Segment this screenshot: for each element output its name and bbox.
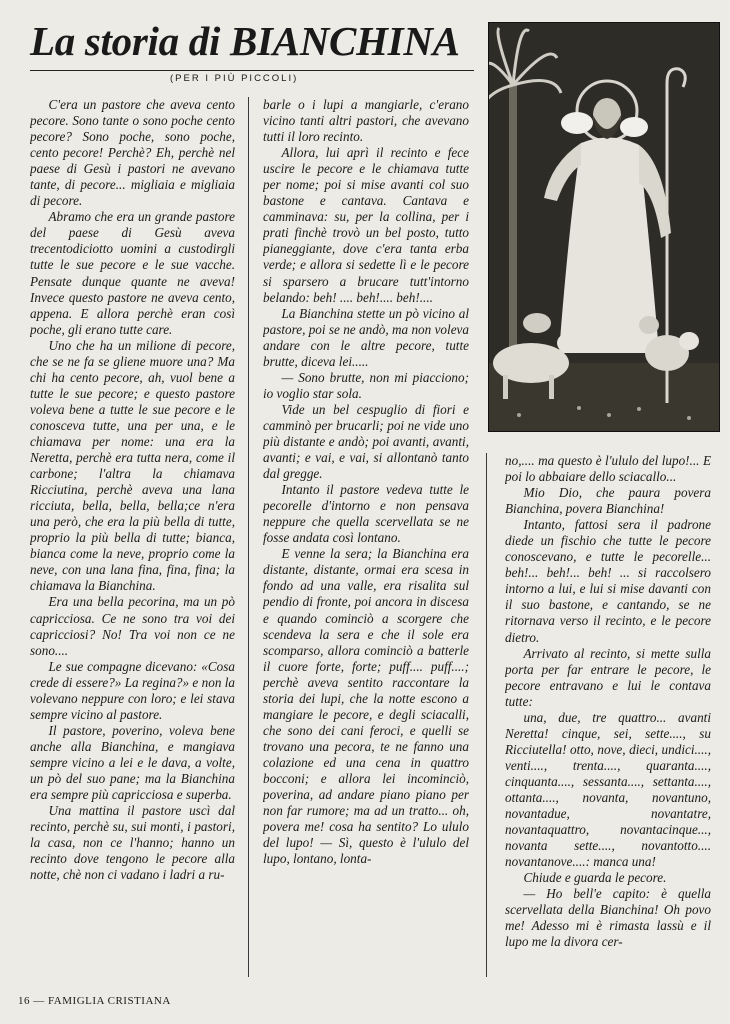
paragraph: Una mattina il pastore uscì dal recinto, perchè su, sui monti, i pastori, la casa, non ce l'hanno; hanno un recinto dove tengono le pecore alla notte, chè non ci vadano i ladri a ru- [30, 803, 235, 883]
paragraph: — Ho bell'e capito: è quella scervellata della Bianchina! Oh povo me! Adesso mi è rimasta lassù e il lupo me la divora cer- [505, 886, 711, 950]
column-divider [248, 97, 249, 977]
paragraph: Vide un bel cespuglio di fiori e camminò per brucarli; poi ne vide uno più distante e andò; poi avanti, avanti, avanti; e vai, e vai, si allontanò tanto dal gregge. [263, 401, 469, 482]
column-divider [486, 453, 487, 977]
paragraph: Uno che ha un milione di pecore, che se ne fa se gliene muore una? Ma chi ha cento pecore, ah, vuol bene a tutte le sue pecore; e questo pastore voleva bene a tutte le sue pecore e le conosceva tutte, una per una, e le chiamava per nome: una era la Neretta, perchè era tutta nera, come il carbone; l'altra la chiamava Ricciutina, perchè aveva una lana ricciuta, bella, bella, bella;ce n'era una però, che era la più bella di tutte, proprio la più bella di tutte; bianca, bianca come la neve, proprio come la neve, con una lana fina, fina, fina; la chiamava la Bianchina. [30, 337, 235, 594]
paragraph: barle o i lupi a mangiarle, c'erano vicino tanti altri pastori, che avevano tutti il loro recinto. [263, 97, 469, 145]
paragraph: Allora, lui aprì il recinto e fece uscire le pecore e le chiamava tutte per nome; poi si mise avanti col suo bastone e cantava. Cantava e camminava: su, per la collina, per i prati finchè trovò un bel posto, tutto pianeggiante, dove c'era tanta erba verde; e allora si sedette lì e le pecore si sparsero a brucare tutt'intorno belando: beh! .... beh!.... beh!.... [263, 145, 469, 305]
paragraph: Mio Dio, che paura povera Bianchina, povera Bianchina! [505, 485, 711, 517]
paragraph: Le sue compagne dicevano: «Cosa crede di essere?» La regina?» e non la volevano neppure con loro; e lei stava sempre vicino al pastore. [30, 658, 235, 722]
paragraph: Il pastore, poverino, voleva bene anche alla Bianchina, e mangiava sempre vicino a lei e le dava, a volte, un pò del suo pane; ma la Bianchina era sempre più capricciosa e superba. [30, 722, 235, 803]
paragraph: — Sono brutte, non mi piacciono; io voglio star sola. [263, 369, 469, 401]
paragraph: La Bianchina stette un pò vicino al pastore, poi se ne andò, ma non voleva andare con le altre pecore, tutte brutte, diceva lei..... [263, 305, 469, 369]
text-column-3 [505, 453, 711, 981]
article-title: La storia di BIANCHINA [30, 18, 460, 64]
text-column-2 [263, 97, 469, 981]
paragraph: Intanto, fattosi sera il padrone diede un fischio che tutte le pecore conoscevano, e tutte le pecorelle... beh!... beh!... beh! ... si raccolsero intorno a lui, e lui si mise davanti con il suo bastone, e cantando, se ne ritornava verso il recinto, e le pecore dietro. [505, 517, 711, 645]
text-column-1 [30, 97, 235, 981]
paragraph: Chiude e guarda le pecore. [523, 870, 667, 886]
good-shepherd-illustration [488, 22, 720, 432]
paragraph: E venne la sera; la Bianchina era distante, distante, ormai era scesa in fondo ad una valle, era risalita sul pendio di fronte, poi ancora in discesa e quando cominciò a scorgere che scendeva la sera e che il sole era scomparso, allora cominciò a batterle il cuore forte, forte; puff.... puff....; perchè aveva sentito raccontare la storia dei lupi, che la notte escono a mangiare le pecore, e degli sciacalli, che sono dei cani feroci, e quelli se trovano una pecora, te ne fanno una colazione ed una cena in quattro bocconi; e allora lei incominciò, poverina, ad andare piano piano per non far rumore; ma ad un tratto... oh, povera me! cosa ha sentito? Lo ululo del lupo! — Sì, questo è l'ululo del lupo, lontano, lonta- [263, 546, 469, 867]
paragraph: una, due, tre quattro... avanti Neretta! cinque, sei, sette...., su Ricciutella! otto, nove, dieci, undici...., venti...., trenta...., quaranta...., cinquanta...., sessanta...., settanta...., ottanta...., novanta, novantuno, novantadue, novantatre, novantaquattro, novantacinque..., novanta sette...., novantotto.... novantanove....: manca una! [505, 709, 711, 870]
title-underline [30, 70, 474, 71]
paragraph: Abramo che era un grande pastore del paese di Gesù aveva trecentodiciotto uomini a custodirgli tutte le sue pecore e le sue vacche. Pensate dunque quante ne aveva! Invece questo pastore ne aveva cento, appena. E allora perchè eran così poche, gli erano tutte care. [30, 209, 235, 337]
paragraph: no,.... ma questo è l'ululo del lupo!... E poi lo abbaiare dello sciacallo... [505, 453, 711, 485]
good-shepherd-icon [489, 23, 719, 431]
paragraph: Era una bella pecorina, ma un pò capricciosa. Ce ne sono tra voi dei capricciosi? No! Tra voi non ce ne sono.... [30, 594, 235, 658]
paragraph: Arrivato al recinto, si mette sulla porta per far entrare le pecore, le pecore entravano e lui le contava tutte: [505, 645, 711, 709]
article-subtitle: (PER I PIÙ PICCOLI) [170, 73, 299, 84]
page-footer: 16 — FAMIGLIA CRISTIANA [18, 995, 171, 1007]
paragraph: Intanto il pastore vedeva tutte le pecorelle d'intorno e non pensava neppure che quella scervellata se ne fosse andata così lontano. [263, 482, 469, 546]
paragraph: C'era un pastore che aveva cento pecore. Sono tante o sono poche cento pecore? Sono poche, sono poche, cento pecore! Perchè? Eh, perchè nel paese di Gesù i pastori ne avevano tante, di pecore... migliaia e migliaia di pecore. [30, 97, 235, 209]
